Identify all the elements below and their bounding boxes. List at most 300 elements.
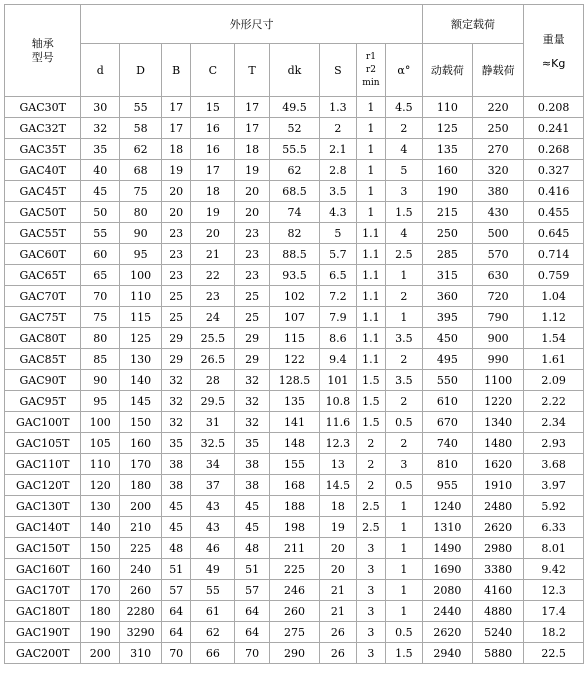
cell-static-load: 720: [472, 286, 523, 307]
cell-dynamic-load: 285: [422, 244, 472, 265]
cell-S: 13: [320, 454, 357, 475]
table-row: [5, 370, 584, 391]
cell-r-min: 1.1: [356, 286, 385, 307]
cell-d: 35: [81, 139, 120, 160]
cell-weight: 0.714: [524, 244, 584, 265]
cell-S: 8.6: [320, 328, 357, 349]
table-row: [5, 286, 584, 307]
cell-T: 57: [235, 580, 270, 601]
cell-static-load: 570: [472, 244, 523, 265]
cell-static-load: 5880: [472, 643, 523, 664]
table-row: [5, 580, 584, 601]
table-row: [5, 265, 584, 286]
header-weight-label: 重量: [542, 33, 565, 46]
cell-static-load: 630: [472, 265, 523, 286]
cell-r-min: 3: [356, 643, 385, 664]
cell-C: 55: [191, 580, 235, 601]
table-row: [5, 328, 584, 349]
cell-r-min: 3: [356, 580, 385, 601]
cell-B: 20: [162, 202, 191, 223]
cell-static-load: 1340: [472, 412, 523, 433]
cell-dynamic-load: 670: [422, 412, 472, 433]
table-row: [5, 412, 584, 433]
cell-T: 64: [235, 622, 270, 643]
cell-weight: 0.416: [524, 181, 584, 202]
cell-S: 7.9: [320, 307, 357, 328]
cell-T: 64: [235, 601, 270, 622]
cell-B: 29: [162, 328, 191, 349]
cell-alpha: 0.5: [386, 622, 423, 643]
cell-weight: 1.04: [524, 286, 584, 307]
cell-static-load: 1910: [472, 475, 523, 496]
table-row: [5, 391, 584, 412]
cell-weight: 0.241: [524, 118, 584, 139]
cell-alpha: 2: [386, 286, 423, 307]
cell-d: 65: [81, 265, 120, 286]
cell-r-min: 3: [356, 622, 385, 643]
cell-T: 25: [235, 286, 270, 307]
cell-model: GAC60T: [5, 244, 81, 265]
cell-d: 80: [81, 328, 120, 349]
cell-d: 170: [81, 580, 120, 601]
cell-r-min: 1: [356, 97, 385, 118]
table-row: [5, 622, 584, 643]
cell-S: 20: [320, 538, 357, 559]
cell-alpha: 1: [386, 559, 423, 580]
cell-dynamic-load: 315: [422, 265, 472, 286]
cell-B: 32: [162, 391, 191, 412]
cell-static-load: 500: [472, 223, 523, 244]
cell-weight: 6.33: [524, 517, 584, 538]
cell-dynamic-load: 2940: [422, 643, 472, 664]
cell-static-load: 1220: [472, 391, 523, 412]
cell-r-min: 1.1: [356, 244, 385, 265]
cell-dk: 135: [269, 391, 319, 412]
cell-C: 61: [191, 601, 235, 622]
table-row: [5, 601, 584, 622]
cell-weight: 12.3: [524, 580, 584, 601]
table-row: [5, 559, 584, 580]
table-row: [5, 475, 584, 496]
cell-B: 38: [162, 475, 191, 496]
header-col-d: d: [81, 44, 120, 97]
cell-D: 145: [120, 391, 162, 412]
cell-dk: 211: [269, 538, 319, 559]
cell-model: GAC200T: [5, 643, 81, 664]
cell-r-min: 1.5: [356, 370, 385, 391]
table-body: [5, 97, 584, 664]
cell-static-load: 2480: [472, 496, 523, 517]
cell-r-min: 2: [356, 454, 385, 475]
cell-B: 23: [162, 244, 191, 265]
cell-d: 45: [81, 181, 120, 202]
cell-static-load: 250: [472, 118, 523, 139]
header-col-r-text: r1 r2 min: [362, 51, 380, 88]
cell-T: 18: [235, 139, 270, 160]
cell-S: 12.3: [320, 433, 357, 454]
cell-D: 68: [120, 160, 162, 181]
cell-d: 40: [81, 160, 120, 181]
cell-static-load: 430: [472, 202, 523, 223]
cell-T: 20: [235, 181, 270, 202]
cell-model: GAC55T: [5, 223, 81, 244]
cell-r-min: 3: [356, 559, 385, 580]
cell-C: 43: [191, 496, 235, 517]
cell-model: GAC105T: [5, 433, 81, 454]
cell-alpha: 4: [386, 139, 423, 160]
cell-S: 9.4: [320, 349, 357, 370]
cell-T: 25: [235, 307, 270, 328]
cell-model: GAC32T: [5, 118, 81, 139]
cell-r-min: 1.1: [356, 349, 385, 370]
cell-model: GAC180T: [5, 601, 81, 622]
cell-S: 101: [320, 370, 357, 391]
cell-dynamic-load: 135: [422, 139, 472, 160]
cell-D: 260: [120, 580, 162, 601]
cell-dk: 68.5: [269, 181, 319, 202]
cell-static-load: 900: [472, 328, 523, 349]
cell-T: 23: [235, 265, 270, 286]
bearing-spec-table-container: [4, 4, 584, 664]
cell-D: 150: [120, 412, 162, 433]
cell-static-load: 380: [472, 181, 523, 202]
cell-D: 2280: [120, 601, 162, 622]
header-col-r1-r2-min: [356, 44, 385, 97]
cell-r-min: 1: [356, 118, 385, 139]
cell-D: 125: [120, 328, 162, 349]
cell-B: 17: [162, 118, 191, 139]
cell-weight: 0.645: [524, 223, 584, 244]
cell-d: 32: [81, 118, 120, 139]
cell-D: 130: [120, 349, 162, 370]
cell-r-min: 1: [356, 139, 385, 160]
cell-dynamic-load: 360: [422, 286, 472, 307]
cell-S: 11.6: [320, 412, 357, 433]
cell-d: 90: [81, 370, 120, 391]
cell-model: GAC80T: [5, 328, 81, 349]
cell-T: 38: [235, 454, 270, 475]
cell-B: 25: [162, 286, 191, 307]
cell-S: 5: [320, 223, 357, 244]
cell-r-min: 1: [356, 181, 385, 202]
cell-B: 64: [162, 622, 191, 643]
cell-C: 29.5: [191, 391, 235, 412]
cell-weight: 3.68: [524, 454, 584, 475]
header-col-C: C: [191, 44, 235, 97]
cell-T: 23: [235, 244, 270, 265]
cell-D: 110: [120, 286, 162, 307]
cell-dynamic-load: 2440: [422, 601, 472, 622]
cell-weight: 0.759: [524, 265, 584, 286]
cell-B: 29: [162, 349, 191, 370]
cell-dynamic-load: 810: [422, 454, 472, 475]
cell-B: 18: [162, 139, 191, 160]
cell-d: 110: [81, 454, 120, 475]
header-col-alpha: α°: [386, 44, 423, 97]
cell-C: 43: [191, 517, 235, 538]
cell-S: 5.7: [320, 244, 357, 265]
cell-model: GAC35T: [5, 139, 81, 160]
cell-model: GAC130T: [5, 496, 81, 517]
cell-static-load: 1100: [472, 370, 523, 391]
cell-T: 45: [235, 517, 270, 538]
header-row-top: [5, 5, 584, 44]
cell-C: 26.5: [191, 349, 235, 370]
cell-d: 60: [81, 244, 120, 265]
cell-D: 55: [120, 97, 162, 118]
cell-d: 150: [81, 538, 120, 559]
cell-model: GAC110T: [5, 454, 81, 475]
cell-weight: 8.01: [524, 538, 584, 559]
cell-dynamic-load: 160: [422, 160, 472, 181]
table-row: [5, 202, 584, 223]
cell-dynamic-load: 250: [422, 223, 472, 244]
cell-S: 7.2: [320, 286, 357, 307]
cell-C: 21: [191, 244, 235, 265]
cell-r-min: 3: [356, 538, 385, 559]
cell-dynamic-load: 610: [422, 391, 472, 412]
cell-weight: 18.2: [524, 622, 584, 643]
cell-S: 21: [320, 580, 357, 601]
cell-T: 32: [235, 391, 270, 412]
cell-weight: 2.34: [524, 412, 584, 433]
cell-D: 140: [120, 370, 162, 391]
cell-model: GAC160T: [5, 559, 81, 580]
cell-dk: 55.5: [269, 139, 319, 160]
cell-T: 19: [235, 160, 270, 181]
cell-C: 49: [191, 559, 235, 580]
header-model-text: 轴承 型号: [31, 36, 54, 64]
cell-S: 26: [320, 643, 357, 664]
cell-weight: 2.09: [524, 370, 584, 391]
table-row: [5, 454, 584, 475]
cell-S: 6.5: [320, 265, 357, 286]
table-row: [5, 139, 584, 160]
cell-T: 29: [235, 328, 270, 349]
cell-static-load: 1480: [472, 433, 523, 454]
cell-model: GAC90T: [5, 370, 81, 391]
cell-B: 70: [162, 643, 191, 664]
cell-weight: 9.42: [524, 559, 584, 580]
cell-B: 32: [162, 370, 191, 391]
cell-C: 23: [191, 286, 235, 307]
cell-dk: 82: [269, 223, 319, 244]
cell-weight: 3.97: [524, 475, 584, 496]
cell-alpha: 3: [386, 181, 423, 202]
cell-static-load: 3380: [472, 559, 523, 580]
cell-C: 18: [191, 181, 235, 202]
table-row: [5, 97, 584, 118]
cell-T: 51: [235, 559, 270, 580]
cell-d: 70: [81, 286, 120, 307]
cell-d: 55: [81, 223, 120, 244]
cell-B: 45: [162, 517, 191, 538]
cell-r-min: 1: [356, 202, 385, 223]
cell-r-min: 3: [356, 601, 385, 622]
cell-static-load: 5240: [472, 622, 523, 643]
cell-model: GAC65T: [5, 265, 81, 286]
cell-dynamic-load: 215: [422, 202, 472, 223]
cell-B: 17: [162, 97, 191, 118]
header-col-dk: dk: [269, 44, 319, 97]
cell-S: 3.5: [320, 181, 357, 202]
cell-d: 130: [81, 496, 120, 517]
cell-dk: 198: [269, 517, 319, 538]
header-row-columns: [5, 44, 584, 97]
cell-B: 35: [162, 433, 191, 454]
cell-B: 64: [162, 601, 191, 622]
cell-model: GAC45T: [5, 181, 81, 202]
cell-dk: 115: [269, 328, 319, 349]
cell-model: GAC95T: [5, 391, 81, 412]
cell-static-load: 220: [472, 97, 523, 118]
cell-T: 38: [235, 475, 270, 496]
cell-C: 62: [191, 622, 235, 643]
cell-C: 25.5: [191, 328, 235, 349]
cell-dynamic-load: 450: [422, 328, 472, 349]
header-rated-load: 额定载荷: [422, 5, 524, 44]
table-row: [5, 349, 584, 370]
cell-dk: 225: [269, 559, 319, 580]
cell-dk: 188: [269, 496, 319, 517]
cell-B: 20: [162, 181, 191, 202]
header-model: [5, 5, 81, 97]
cell-alpha: 1: [386, 538, 423, 559]
cell-alpha: 2.5: [386, 244, 423, 265]
header-weight: [524, 5, 584, 97]
cell-T: 29: [235, 349, 270, 370]
cell-r-min: 1.5: [356, 412, 385, 433]
cell-B: 23: [162, 265, 191, 286]
cell-d: 85: [81, 349, 120, 370]
cell-B: 38: [162, 454, 191, 475]
header-col-static-load: 静载荷: [472, 44, 523, 97]
cell-weight: 22.5: [524, 643, 584, 664]
cell-C: 15: [191, 97, 235, 118]
cell-B: 23: [162, 223, 191, 244]
cell-d: 75: [81, 307, 120, 328]
cell-model: GAC170T: [5, 580, 81, 601]
cell-dk: 52: [269, 118, 319, 139]
cell-dynamic-load: 955: [422, 475, 472, 496]
cell-D: 100: [120, 265, 162, 286]
cell-alpha: 2: [386, 118, 423, 139]
cell-alpha: 1: [386, 496, 423, 517]
cell-S: 1.3: [320, 97, 357, 118]
cell-weight: 0.327: [524, 160, 584, 181]
cell-dynamic-load: 125: [422, 118, 472, 139]
cell-model: GAC190T: [5, 622, 81, 643]
cell-weight: 17.4: [524, 601, 584, 622]
cell-alpha: 4: [386, 223, 423, 244]
cell-T: 35: [235, 433, 270, 454]
cell-r-min: 1.1: [356, 328, 385, 349]
cell-alpha: 1: [386, 307, 423, 328]
cell-T: 32: [235, 412, 270, 433]
cell-alpha: 2: [386, 349, 423, 370]
table-row: [5, 307, 584, 328]
cell-weight: 1.54: [524, 328, 584, 349]
cell-r-min: 2: [356, 475, 385, 496]
cell-B: 32: [162, 412, 191, 433]
cell-static-load: 790: [472, 307, 523, 328]
cell-T: 20: [235, 202, 270, 223]
cell-dk: 62: [269, 160, 319, 181]
table-row: [5, 496, 584, 517]
cell-D: 225: [120, 538, 162, 559]
cell-alpha: 3: [386, 454, 423, 475]
cell-dynamic-load: 395: [422, 307, 472, 328]
cell-dk: 74: [269, 202, 319, 223]
cell-T: 48: [235, 538, 270, 559]
cell-static-load: 4880: [472, 601, 523, 622]
cell-r-min: 1.1: [356, 223, 385, 244]
cell-d: 50: [81, 202, 120, 223]
cell-model: GAC40T: [5, 160, 81, 181]
cell-alpha: 3.5: [386, 370, 423, 391]
cell-r-min: 1: [356, 160, 385, 181]
header-col-B: B: [162, 44, 191, 97]
cell-C: 28: [191, 370, 235, 391]
cell-static-load: 320: [472, 160, 523, 181]
cell-alpha: 5: [386, 160, 423, 181]
cell-model: GAC30T: [5, 97, 81, 118]
cell-S: 14.5: [320, 475, 357, 496]
cell-dk: 102: [269, 286, 319, 307]
cell-dk: 128.5: [269, 370, 319, 391]
cell-static-load: 4160: [472, 580, 523, 601]
cell-alpha: 1: [386, 601, 423, 622]
cell-C: 19: [191, 202, 235, 223]
header-weight-unit: ≈Kg: [541, 57, 566, 70]
cell-d: 190: [81, 622, 120, 643]
cell-alpha: 2: [386, 433, 423, 454]
cell-D: 115: [120, 307, 162, 328]
cell-dk: 290: [269, 643, 319, 664]
cell-dk: 93.5: [269, 265, 319, 286]
cell-D: 160: [120, 433, 162, 454]
cell-alpha: 4.5: [386, 97, 423, 118]
cell-C: 46: [191, 538, 235, 559]
cell-S: 2.1: [320, 139, 357, 160]
cell-C: 24: [191, 307, 235, 328]
cell-D: 170: [120, 454, 162, 475]
cell-dk: 246: [269, 580, 319, 601]
cell-C: 16: [191, 118, 235, 139]
cell-dk: 148: [269, 433, 319, 454]
cell-dynamic-load: 190: [422, 181, 472, 202]
cell-r-min: 2.5: [356, 517, 385, 538]
table-row: [5, 118, 584, 139]
cell-r-min: 2.5: [356, 496, 385, 517]
cell-alpha: 1: [386, 265, 423, 286]
cell-dynamic-load: 1310: [422, 517, 472, 538]
bearing-spec-table: [4, 4, 584, 664]
table-row: [5, 538, 584, 559]
cell-B: 19: [162, 160, 191, 181]
cell-dk: 88.5: [269, 244, 319, 265]
cell-dk: 49.5: [269, 97, 319, 118]
cell-dynamic-load: 550: [422, 370, 472, 391]
cell-C: 22: [191, 265, 235, 286]
cell-r-min: 1.1: [356, 265, 385, 286]
cell-C: 20: [191, 223, 235, 244]
table-row: [5, 517, 584, 538]
cell-d: 140: [81, 517, 120, 538]
table-row: [5, 223, 584, 244]
cell-C: 17: [191, 160, 235, 181]
cell-r-min: 1.5: [356, 391, 385, 412]
